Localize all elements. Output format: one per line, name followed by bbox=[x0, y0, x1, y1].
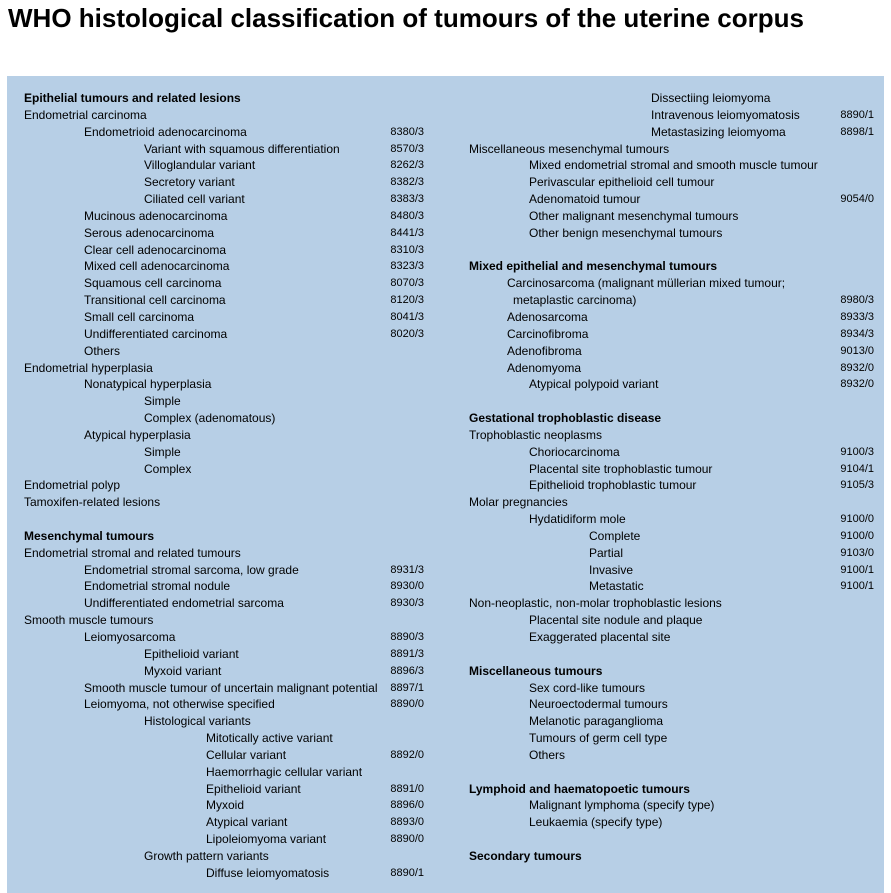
right-column bbox=[469, 90, 874, 865]
icd-o-code: 9013/0 bbox=[840, 344, 874, 357]
icd-o-code: 8441/3 bbox=[390, 226, 424, 239]
classification-entry bbox=[469, 612, 874, 629]
classification-entry bbox=[469, 629, 874, 646]
entry-label: Melanotic paraganglioma bbox=[529, 714, 664, 729]
icd-o-code: 9100/1 bbox=[840, 563, 874, 576]
entry-label: Simple bbox=[144, 394, 181, 409]
classification-entry bbox=[469, 157, 874, 174]
entry-label: Histological variants bbox=[144, 714, 251, 729]
entry-label: Smooth muscle tumours bbox=[24, 613, 154, 628]
section-heading bbox=[469, 848, 874, 865]
entry-label: Mixed cell adenocarcinoma bbox=[84, 259, 230, 274]
classification-entry bbox=[24, 107, 424, 124]
icd-o-code: 8934/3 bbox=[840, 327, 874, 340]
classification-entry bbox=[24, 376, 424, 393]
entry-label: Epithelioid variant bbox=[206, 781, 301, 796]
classification-entry bbox=[24, 326, 424, 343]
entry-label: Mesenchymal tumours bbox=[24, 528, 155, 543]
entry-label: Carcinosarcoma (malignant müllerian mixed tumour; bbox=[507, 276, 786, 291]
entry-label: Mixed endometrial stromal and smooth muscle tumour bbox=[529, 158, 818, 173]
classification-entry bbox=[24, 629, 424, 646]
spacer bbox=[24, 511, 424, 528]
entry-label: Gestational trophoblastic disease bbox=[469, 411, 662, 426]
icd-o-code: 8897/1 bbox=[390, 681, 424, 694]
entry-label: Dissectiing leiomyoma bbox=[651, 91, 771, 105]
entry-label: Intravenous leiomyomatosis bbox=[651, 107, 800, 122]
classification-entry bbox=[469, 747, 874, 764]
entry-label: Endometrial hyperplasia bbox=[24, 360, 153, 375]
entry-label: Molar pregnancies bbox=[469, 495, 568, 510]
classification-entry bbox=[24, 865, 424, 882]
entry-label: Adenosarcoma bbox=[507, 309, 588, 324]
entry-label: Endometrial stromal and related tumours bbox=[24, 545, 241, 560]
entry-label: Clear cell adenocarcinoma bbox=[84, 242, 227, 257]
icd-o-code: 9100/0 bbox=[840, 529, 874, 542]
entry-label: Diffuse leiomyomatosis bbox=[206, 865, 330, 880]
icd-o-code: 8931/3 bbox=[390, 563, 424, 576]
spacer bbox=[469, 831, 874, 848]
classification-entry bbox=[469, 174, 874, 191]
section-heading bbox=[469, 410, 874, 427]
entry-label: Undifferentiated endometrial sarcoma bbox=[84, 596, 284, 611]
entry-label: Perivascular epithelioid cell tumour bbox=[529, 175, 715, 190]
entry-label: Miscellaneous tumours bbox=[469, 663, 603, 678]
entry-label: Complete bbox=[589, 528, 641, 543]
classification-entry bbox=[24, 393, 424, 410]
classification-entry bbox=[469, 191, 874, 208]
icd-o-code: 8020/3 bbox=[390, 327, 424, 340]
entry-label: Small cell carcinoma bbox=[84, 309, 195, 324]
entry-label: Villoglandular variant bbox=[144, 158, 256, 173]
section-heading bbox=[24, 528, 424, 545]
entry-label: Tumours of germ cell type bbox=[529, 731, 668, 746]
icd-o-code: 9100/3 bbox=[840, 445, 874, 458]
icd-o-code: 8323/3 bbox=[390, 260, 424, 273]
entry-label: Placental site nodule and plaque bbox=[529, 613, 703, 628]
section-heading bbox=[469, 663, 874, 680]
spacer bbox=[469, 646, 874, 663]
entry-label: Epithelioid trophoblastic tumour bbox=[529, 478, 697, 493]
entry-label: Nonatypical hyperplasia bbox=[84, 377, 212, 392]
icd-o-code: 8892/0 bbox=[390, 748, 424, 761]
icd-o-code: 8310/3 bbox=[390, 243, 424, 256]
icd-o-code: 8898/1 bbox=[840, 125, 874, 138]
section-heading bbox=[469, 258, 874, 275]
icd-o-code: 8890/3 bbox=[390, 631, 424, 643]
entry-label: Undifferentiated carcinoma bbox=[84, 326, 228, 341]
entry-label: Endometrial carcinoma bbox=[24, 107, 147, 122]
classification-entry bbox=[469, 343, 874, 360]
classification-entry bbox=[24, 764, 424, 781]
icd-o-code: 8930/0 bbox=[390, 580, 424, 593]
classification-panel bbox=[7, 76, 884, 893]
left-column bbox=[24, 90, 424, 882]
entry-label: Haemorrhagic cellular variant bbox=[206, 764, 363, 779]
classification-entry bbox=[24, 174, 424, 191]
classification-entry bbox=[24, 747, 424, 764]
classification-entry bbox=[469, 141, 874, 158]
classification-entry bbox=[24, 461, 424, 478]
classification-entry bbox=[469, 427, 874, 444]
entry-label: Atypical polypoid variant bbox=[529, 377, 659, 392]
entry-label: Cellular variant bbox=[206, 747, 287, 762]
icd-o-code: 8120/3 bbox=[390, 294, 424, 307]
entry-label: Growth pattern variants bbox=[144, 848, 269, 863]
classification-entry bbox=[24, 814, 424, 831]
entry-label: Adenomyoma bbox=[507, 360, 582, 375]
classification-entry bbox=[24, 410, 424, 427]
entry-label: Transitional cell carcinoma bbox=[84, 293, 226, 308]
icd-o-code: 9104/1 bbox=[840, 462, 874, 475]
classification-entry bbox=[24, 781, 424, 798]
classification-entry bbox=[24, 680, 424, 697]
classification-entry bbox=[24, 595, 424, 612]
entry-label: Lymphoid and haematopoetic tumours bbox=[469, 781, 690, 796]
classification-entry bbox=[24, 477, 424, 494]
entry-label: Variant with squamous differentiation bbox=[144, 141, 340, 156]
entry-label: metaplastic carcinoma) bbox=[513, 293, 637, 308]
classification-entry bbox=[24, 713, 424, 730]
classification-entry bbox=[24, 646, 424, 663]
classification-entry bbox=[24, 494, 424, 511]
icd-o-code: 8930/3 bbox=[390, 597, 424, 610]
icd-o-code: 8980/3 bbox=[840, 294, 874, 307]
section-heading bbox=[24, 90, 424, 107]
classification-entry bbox=[469, 309, 874, 326]
classification-entry bbox=[24, 612, 424, 629]
entry-label: Squamous cell carcinoma bbox=[84, 276, 222, 291]
classification-entry bbox=[24, 157, 424, 174]
classification-entry bbox=[469, 477, 874, 494]
entry-label: Ciliated cell variant bbox=[144, 192, 245, 207]
section-heading bbox=[469, 781, 874, 798]
classification-entry bbox=[469, 376, 874, 393]
entry-label: Malignant lymphoma (specify type) bbox=[529, 798, 715, 813]
icd-o-code: 9100/0 bbox=[840, 513, 874, 526]
entry-label: Other benign mesenchymal tumours bbox=[529, 225, 723, 240]
classification-entry bbox=[469, 814, 874, 831]
classification-entry bbox=[24, 360, 424, 377]
classification-entry bbox=[469, 696, 874, 713]
classification-entry bbox=[24, 292, 424, 309]
icd-o-code: 8890/1 bbox=[390, 866, 424, 879]
entry-label: Endometrioid adenocarcinoma bbox=[84, 124, 247, 139]
classification-entry bbox=[469, 730, 874, 747]
classification-entry bbox=[469, 494, 874, 511]
entry-label: Trophoblastic neoplasms bbox=[469, 427, 602, 442]
entry-label: Tamoxifen-related lesions bbox=[24, 495, 161, 510]
icd-o-code: 8570/3 bbox=[390, 142, 424, 155]
icd-o-code: 8890/0 bbox=[390, 698, 424, 711]
icd-o-code: 8932/0 bbox=[840, 378, 874, 391]
entry-label: Others bbox=[84, 343, 121, 358]
classification-entry bbox=[24, 258, 424, 275]
spacer bbox=[469, 764, 874, 781]
entry-label: Invasive bbox=[589, 562, 634, 577]
icd-o-code: 8070/3 bbox=[390, 277, 424, 290]
icd-o-code: 8933/3 bbox=[840, 310, 874, 323]
entry-label: Adenofibroma bbox=[507, 343, 582, 358]
classification-entry bbox=[24, 275, 424, 292]
classification-entry bbox=[24, 848, 424, 865]
entry-label: Carcinofibroma bbox=[507, 326, 589, 341]
entry-label: Atypical variant bbox=[206, 815, 288, 830]
entry-label: Choriocarcinoma bbox=[529, 444, 620, 459]
classification-entry bbox=[24, 831, 424, 848]
classification-entry bbox=[469, 713, 874, 730]
classification-entry bbox=[24, 730, 424, 747]
classification-entry bbox=[469, 90, 874, 107]
entry-label: Mixed epithelial and mesenchymal tumours bbox=[469, 259, 718, 274]
entry-label: Leukaemia (specify type) bbox=[529, 815, 663, 830]
classification-entry bbox=[469, 326, 874, 343]
classification-entry bbox=[24, 545, 424, 562]
icd-o-code: 8896/0 bbox=[390, 799, 424, 812]
entry-label: Atypical hyperplasia bbox=[84, 427, 191, 442]
classification-entry bbox=[24, 242, 424, 259]
icd-o-code: 8893/0 bbox=[390, 816, 424, 829]
entry-label: Non-neoplastic, non-molar trophoblastic lesions bbox=[469, 596, 722, 611]
classification-entry bbox=[24, 663, 424, 680]
classification-entry bbox=[24, 208, 424, 225]
entry-label: Serous adenocarcinoma bbox=[84, 225, 215, 240]
spacer bbox=[469, 242, 874, 259]
entry-label: Adenomatoid tumour bbox=[529, 192, 641, 207]
entry-label: Hydatidiform mole bbox=[529, 512, 626, 527]
classification-entry bbox=[469, 562, 874, 579]
entry-label: Endometrial polyp bbox=[24, 478, 121, 493]
icd-o-code: 8041/3 bbox=[390, 310, 424, 323]
entry-label: Metastatic bbox=[589, 579, 644, 594]
classification-entry bbox=[24, 309, 424, 326]
classification-entry bbox=[24, 444, 424, 461]
entry-label: Sex cord-like tumours bbox=[529, 680, 646, 695]
classification-entry bbox=[24, 562, 424, 579]
entry-label: Placental site trophoblastic tumour bbox=[529, 461, 713, 476]
icd-o-code: 8262/3 bbox=[390, 159, 424, 172]
classification-entry bbox=[469, 444, 874, 461]
entry-label: Secondary tumours bbox=[469, 848, 582, 863]
icd-o-code: 8891/0 bbox=[390, 782, 424, 795]
icd-o-code: 8890/1 bbox=[840, 108, 874, 121]
entry-label: Partial bbox=[589, 545, 624, 560]
icd-o-code: 8896/3 bbox=[390, 664, 424, 677]
entry-label: Leiomyosarcoma bbox=[84, 630, 176, 644]
classification-entry bbox=[469, 107, 874, 124]
classification-entry bbox=[469, 360, 874, 377]
spacer bbox=[469, 393, 874, 410]
classification-entry bbox=[24, 141, 424, 158]
classification-entry bbox=[469, 461, 874, 478]
classification-entry bbox=[24, 696, 424, 713]
classification-entry bbox=[469, 797, 874, 814]
entry-label: Myxoid bbox=[206, 798, 245, 813]
entry-label: Simple bbox=[144, 444, 181, 459]
entry-label: Secretory variant bbox=[144, 175, 235, 190]
entry-label: Complex (adenomatous) bbox=[144, 411, 276, 426]
classification-entry bbox=[469, 124, 874, 141]
icd-o-code: 8890/0 bbox=[390, 833, 424, 846]
classification-entry bbox=[24, 343, 424, 360]
icd-o-code: 8380/3 bbox=[390, 125, 424, 138]
classification-entry bbox=[469, 595, 874, 612]
icd-o-code: 8932/0 bbox=[840, 361, 874, 374]
classification-entry bbox=[469, 545, 874, 562]
entry-label: Endometrial stromal sarcoma, low grade bbox=[84, 562, 299, 577]
icd-o-code: 9054/0 bbox=[840, 193, 874, 206]
entry-label: Lipoleiomyoma variant bbox=[206, 832, 327, 847]
classification-entry bbox=[469, 225, 874, 242]
icd-o-code: 9100/1 bbox=[840, 580, 874, 593]
entry-label: Mucinous adenocarcinoma bbox=[84, 208, 228, 223]
classification-entry bbox=[24, 124, 424, 141]
icd-o-code: 8891/3 bbox=[390, 647, 424, 660]
entry-label: Myxoid variant bbox=[144, 663, 222, 678]
entry-label: Epithelioid variant bbox=[144, 646, 239, 661]
classification-entry bbox=[24, 225, 424, 242]
classification-entry bbox=[24, 191, 424, 208]
classification-entry bbox=[469, 511, 874, 528]
entry-label: Neuroectodermal tumours bbox=[529, 697, 668, 712]
entry-label: Other malignant mesenchymal tumours bbox=[529, 208, 739, 223]
entry-label: Epithelial tumours and related lesions bbox=[24, 91, 241, 105]
icd-o-code: 8382/3 bbox=[390, 176, 424, 189]
entry-label: Exaggerated placental site bbox=[529, 630, 671, 644]
entry-label: Leiomyoma, not otherwise specified bbox=[84, 697, 275, 712]
classification-entry bbox=[469, 292, 874, 309]
entry-label: Complex bbox=[144, 461, 192, 476]
classification-entry bbox=[469, 680, 874, 697]
classification-entry bbox=[24, 578, 424, 595]
icd-o-code: 8480/3 bbox=[390, 209, 424, 222]
entry-label: Miscellaneous mesenchymal tumours bbox=[469, 141, 670, 156]
page-title: WHO histological classification of tumours of the uterine corpus bbox=[8, 3, 804, 33]
classification-entry bbox=[469, 275, 874, 292]
classification-entry bbox=[469, 578, 874, 595]
entry-label: Endometrial stromal nodule bbox=[84, 579, 231, 594]
icd-o-code: 8383/3 bbox=[390, 193, 424, 206]
classification-entry bbox=[24, 427, 424, 444]
icd-o-code: 9105/3 bbox=[840, 479, 874, 492]
classification-entry bbox=[24, 797, 424, 814]
entry-label: Smooth muscle tumour of uncertain malignant potential bbox=[84, 680, 378, 695]
entry-label: Others bbox=[529, 747, 566, 762]
classification-entry bbox=[469, 528, 874, 545]
icd-o-code: 9103/0 bbox=[840, 546, 874, 559]
entry-label: Metastasizing leiomyoma bbox=[651, 124, 786, 139]
classification-entry bbox=[469, 208, 874, 225]
entry-label: Mitotically active variant bbox=[206, 731, 333, 746]
